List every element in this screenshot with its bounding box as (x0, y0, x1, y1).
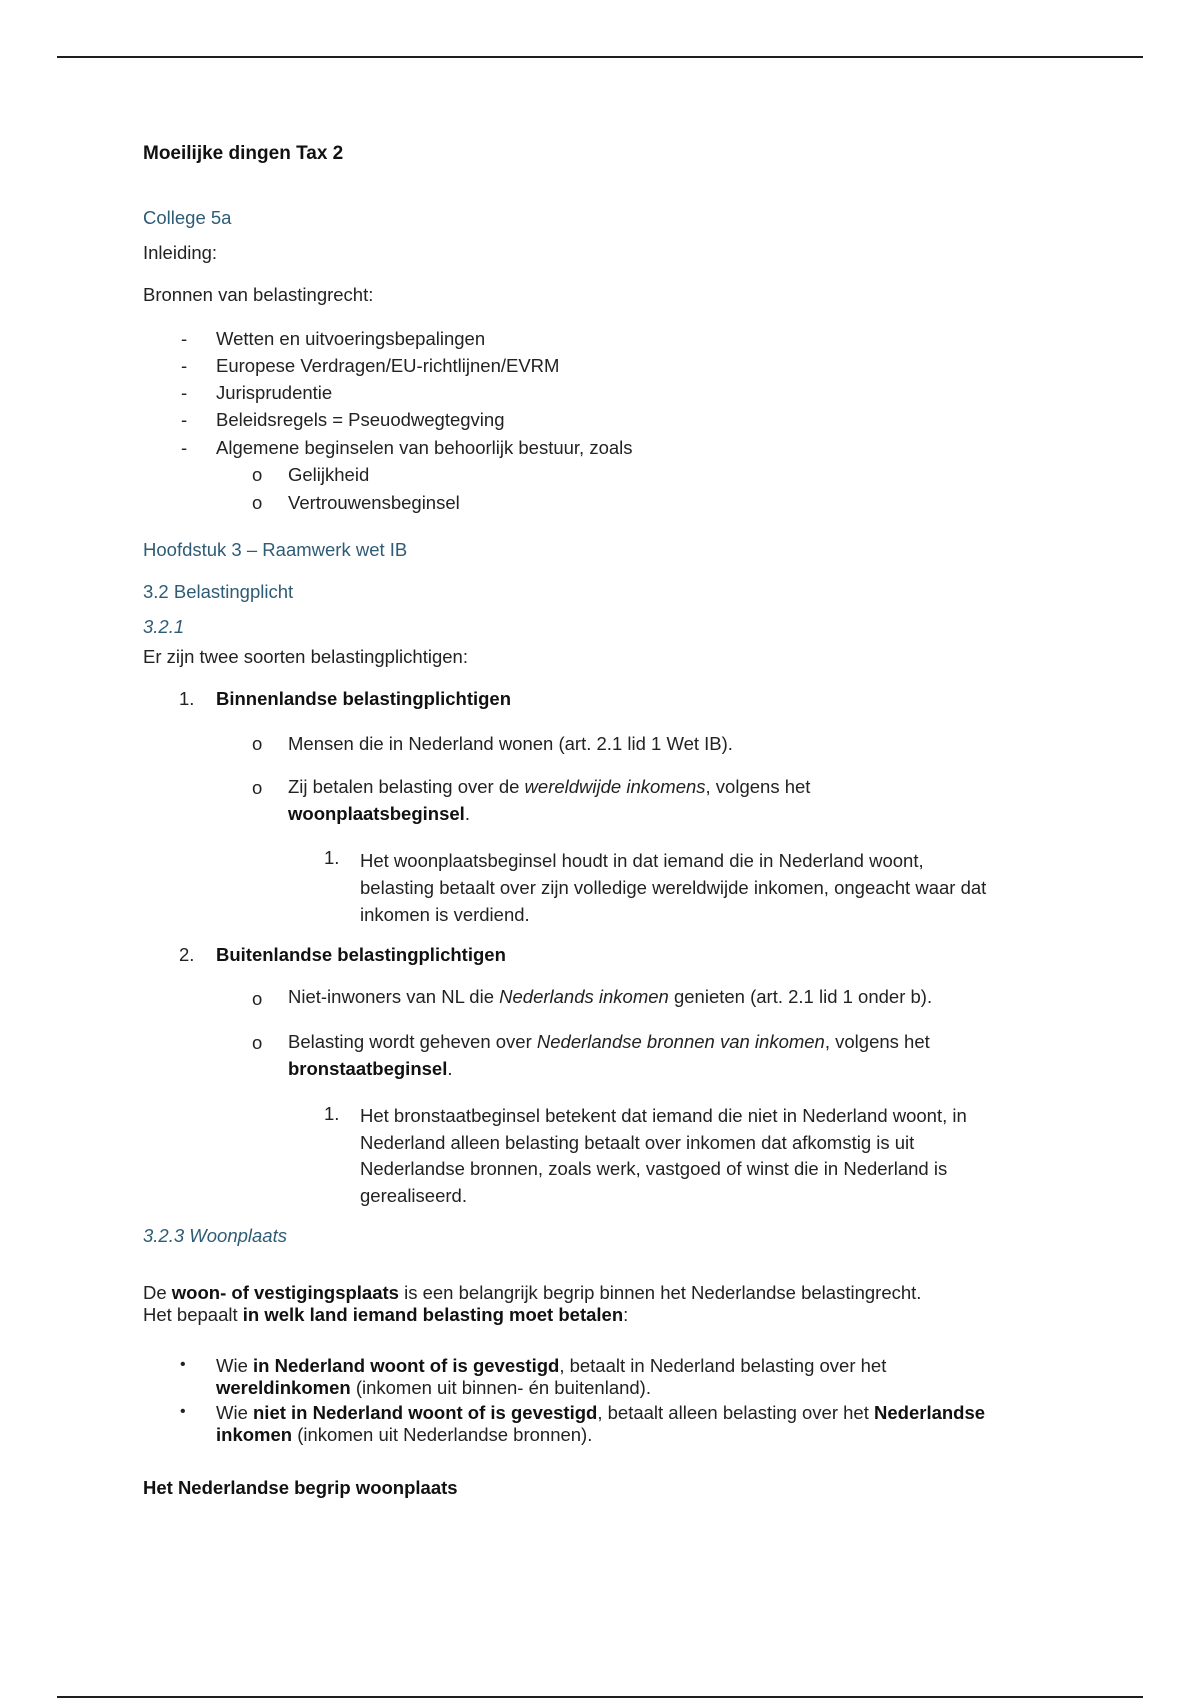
list-item: Wetten en uitvoeringsbepalingen (216, 328, 486, 349)
bold-niet-in-nederland: niet in Nederland woont of is gevestigd (253, 1402, 598, 1423)
bold-inkomen: inkomen (216, 1424, 293, 1445)
list-item: Jurisprudentie (216, 382, 333, 403)
list-marker: - (181, 328, 188, 349)
heading-hoofdstuk-3: Hoofdstuk 3 – Raamwerk wet IB (143, 539, 408, 560)
text-span: Niet-inwoners van NL die (288, 986, 500, 1007)
text-span: , betaalt in Nederland belasting over het (559, 1355, 887, 1376)
text-span: Belasting wordt geheven over (288, 1031, 537, 1052)
bold-in-nederland: in Nederland woont of is gevestigd (253, 1355, 560, 1376)
text-span: Wie (216, 1355, 253, 1376)
bullet-marker: • (180, 1403, 186, 1420)
bold-woon-vestigingsplaats: woon- of vestigingsplaats (171, 1282, 399, 1303)
text-span: Wie (216, 1402, 253, 1423)
list-number: 1. (179, 688, 195, 709)
text-span: is een belangrijk begrip binnen het Nederlandse belastingrecht. (398, 1282, 922, 1303)
text-line: Nederland alleen belasting betaalt over inkomen dat afkomstig is uit (360, 1131, 915, 1153)
text-span: , volgens het (824, 1031, 930, 1052)
text-line: inkomen is verdiend. (360, 904, 530, 925)
text-line: Het woonplaatsbeginsel houdt in dat iemand die in Nederland woont, (360, 850, 924, 871)
list-item: Algemene beginselen van behoorlijk bestuur, zoals (216, 437, 633, 458)
sublist-marker: o (252, 492, 263, 513)
list-number: 2. (179, 944, 195, 965)
woonplaatsbeginsel-explanation (360, 847, 986, 928)
heading-3-2: 3.2 Belastingplicht (143, 581, 294, 602)
list-number: 1. (324, 847, 340, 868)
bold-bronstaatbeginsel: bronstaatbeginsel (288, 1058, 448, 1079)
buitenlandse-point-1 (288, 986, 932, 1008)
bold-wereldinkomen: wereldinkomen (216, 1377, 351, 1398)
heading-college: College 5a (143, 207, 232, 228)
emphasis-nederlands-inkomen: Nederlands inkomen (499, 986, 669, 1007)
sublist-item: Vertrouwensbeginsel (288, 492, 460, 513)
woonplaats-intro (143, 1282, 1143, 1326)
woonplaats-bullet-1 (216, 1355, 1116, 1399)
sublist-marker: o (252, 733, 263, 754)
text-span: (inkomen uit Nederlandse bronnen). (292, 1424, 593, 1445)
text-line: gerealiseerd. (360, 1184, 467, 1206)
text-line: belasting betaalt over zijn volledige wereldwijde inkomen, ongeacht waar dat (360, 877, 987, 898)
text-span: . (447, 1058, 453, 1079)
sublist-marker: o (252, 464, 263, 485)
buitenlandse-heading: Buitenlandse belastingplichtigen (216, 944, 506, 965)
list-item: Europese Verdragen/EU-richtlijnen/EVRM (216, 355, 560, 376)
text-span: De (143, 1282, 172, 1303)
heading-3-2-1: 3.2.1 (143, 616, 185, 637)
text-line: Nederlandse bronnen, zoals werk, vastgoed of winst die in Nederland is (360, 1158, 948, 1179)
bronstaatbeginsel-explanation (360, 1103, 967, 1209)
binnenlandse-point-1: Mensen die in Nederland wonen (art. 2.1 lid 1 Wet IB). (288, 733, 733, 754)
binnenlandse-point-2 (288, 773, 988, 827)
list-marker: - (181, 355, 188, 376)
woonplaats-bullet-2 (216, 1402, 1136, 1446)
sublist-marker: o (252, 1032, 263, 1053)
bold-woonplaatsbeginsel: woonplaatsbeginsel (288, 803, 465, 824)
text-span: (inkomen uit binnen- én buitenland). (350, 1377, 651, 1398)
inleiding-label: Inleiding: (143, 242, 218, 263)
text-line: Het bronstaatbeginsel betekent dat iemand die niet in Nederland woont, in (360, 1105, 967, 1126)
list-marker: - (181, 409, 188, 430)
heading-3-2-3-woonplaats: 3.2.3 Woonplaats (143, 1225, 287, 1246)
list-number: 1. (324, 1103, 340, 1124)
binnenlandse-heading: Binnenlandse belastingplichtigen (216, 688, 512, 709)
list-marker: - (181, 382, 188, 403)
buitenlandse-point-2 (288, 1028, 1008, 1082)
header-rule (57, 56, 1143, 58)
bullet-marker: • (180, 1356, 186, 1373)
text-span: , volgens het (705, 776, 811, 797)
text-span: Zij betalen belasting over de (288, 776, 525, 797)
document-title: Moeilijke dingen Tax 2 (143, 143, 344, 164)
list-item: Beleidsregels = Pseuodwegtegving (216, 409, 505, 430)
footer-rule (57, 1696, 1143, 1698)
bold-welk-land: in welk land iemand belasting moet betalen (242, 1304, 624, 1325)
text-span: genieten (art. 2.1 lid 1 onder b). (668, 986, 933, 1007)
sublist-marker: o (252, 777, 263, 798)
text-span: , betaalt alleen belasting over het (597, 1402, 875, 1423)
emphasis-nederlandse-bronnen: Nederlandse bronnen van inkomen (536, 1031, 825, 1052)
text-span: Het bepaalt (143, 1304, 243, 1325)
heading-nederlandse-begrip-woonplaats: Het Nederlandse begrip woonplaats (143, 1477, 458, 1498)
bold-nederlandse: Nederlandse (874, 1402, 986, 1423)
list-marker: - (181, 437, 188, 458)
sublist-item: Gelijkheid (288, 464, 370, 485)
sublist-marker: o (252, 988, 263, 1009)
soorten-intro: Er zijn twee soorten belastingplichtigen: (143, 646, 468, 667)
text-span: : (623, 1304, 629, 1325)
text-span: . (464, 803, 470, 824)
bronnen-intro: Bronnen van belastingrecht: (143, 284, 374, 305)
emphasis-wereldwijde-inkomens: wereldwijde inkomens (524, 776, 706, 797)
